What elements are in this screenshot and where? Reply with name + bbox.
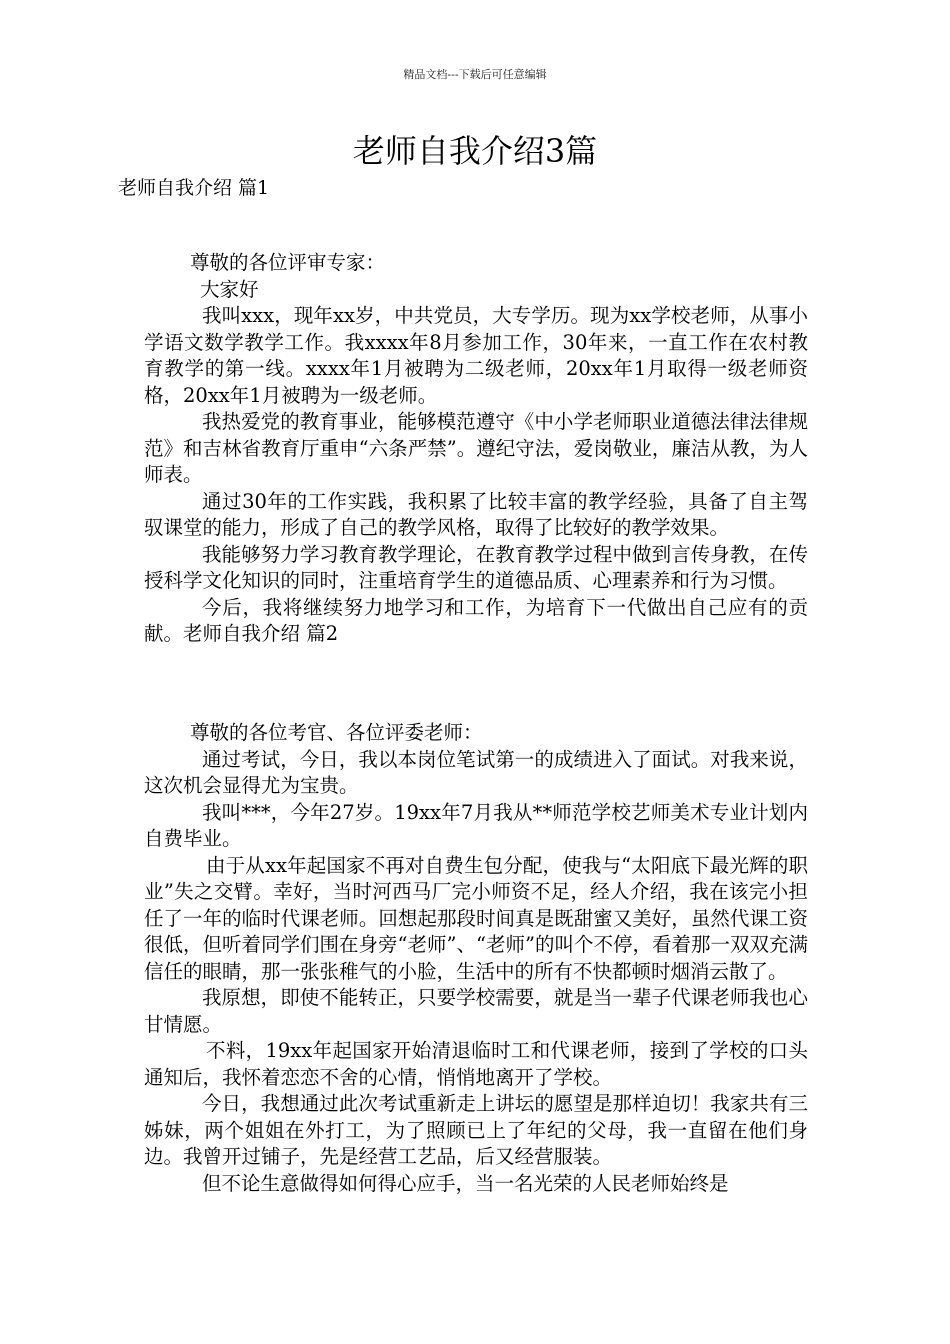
paragraph: 但不论生意做得如何得心应手，当一名光荣的人民老师始终是 (202, 1171, 729, 1195)
paragraph: 今日，我想通过此次考试重新走上讲坛的愿望是那样迫切！我家共有三姊妹，两个姐姐在外打工，为了照顾已上了年纪的父母，我一直留在他们身边。我曾开过铺子，先是经营工艺品，后又经营服装。 (144, 1092, 808, 1168)
section-heading-1: 老师自我介绍 篇1 (118, 177, 270, 199)
section-2-body (144, 720, 808, 1197)
paragraph: 通过30年的工作实践，我积累了比较丰富的教学经验，具备了自主驾驭课堂的能力，形成了自己的教学风格，取得了比较好的教学效果。 (144, 489, 808, 539)
paragraph: 今后，我将继续努力地学习和工作，为培育下一代做出自己应有的贡献。老师自我介绍 篇2 (144, 595, 808, 645)
document-title: 老师自我介绍3篇 (352, 132, 598, 170)
paragraph: 不料，19xx年起国家开始清退临时工和代课老师，接到了学校的口头通知后，我怀着恋恋不舍的心情，悄悄地离开了学校。 (144, 1039, 808, 1089)
salutation-1: 尊敬的各位评审专家： (190, 251, 386, 274)
paragraph: 通过考试，今日，我以本岗位笔试第一的成绩进入了面试。对我来说，这次机会显得尤为宝贵。 (144, 747, 808, 797)
section-1-body (144, 250, 808, 648)
paragraph: 我叫***，今年27岁。19xx年7月我从**师范学校艺师美术专业计划内自费毕业。 (144, 800, 808, 850)
page-header: 精品文档---下载后可任意编辑 (403, 68, 547, 81)
paragraph: 由于从xx年起国家不再对自费生包分配，使我与“太阳底下最光辉的职业”失之交臂。幸好，当时河西马厂完小师资不足，经人介绍，我在该完小担任了一年的临时代课老师。回想起那段时间真是既甜蜜又美好，虽然代课工资很低，但听着同学们围在身旁“老师”、“老师”的叫个不停，看着那一双双充满信任的眼睛，那一张张稚气的小脸，生活中的所有不快都顿时烟消云散了。 (144, 853, 808, 983)
paragraph: 我热爱党的教育事业，能够模范遵守《中小学老师职业道德法律法律规范》和吉林省教育厅重申“六条严禁”。遵纪守法，爱岗敬业，廉洁从教，为人师表。 (144, 410, 808, 486)
greeting: 大家好 (200, 277, 259, 301)
paragraph: 我叫xxx，现年xx岁，中共党员，大专学历。现为xx学校老师，从事小学语文数学教学工作。我xxxx年8月参加工作，30年来，一直工作在农村教育教学的第一线。xxxx年1月被聘为二级老师，20xx年1月取得一级老师资格，20xx年1月被聘为一级老师。 (144, 304, 808, 407)
salutation-2: 尊敬的各位考官、各位评委老师： (190, 721, 483, 744)
paragraph: 我原想，即使不能转正，只要学校需要，就是当一辈子代课老师我也心甘情愿。 (144, 986, 808, 1036)
paragraph: 我能够努力学习教育教学理论，在教育教学过程中做到言传身教，在传授科学文化知识的同时，注重培育学生的道德品质、心理素养和行为习惯。 (144, 542, 808, 592)
